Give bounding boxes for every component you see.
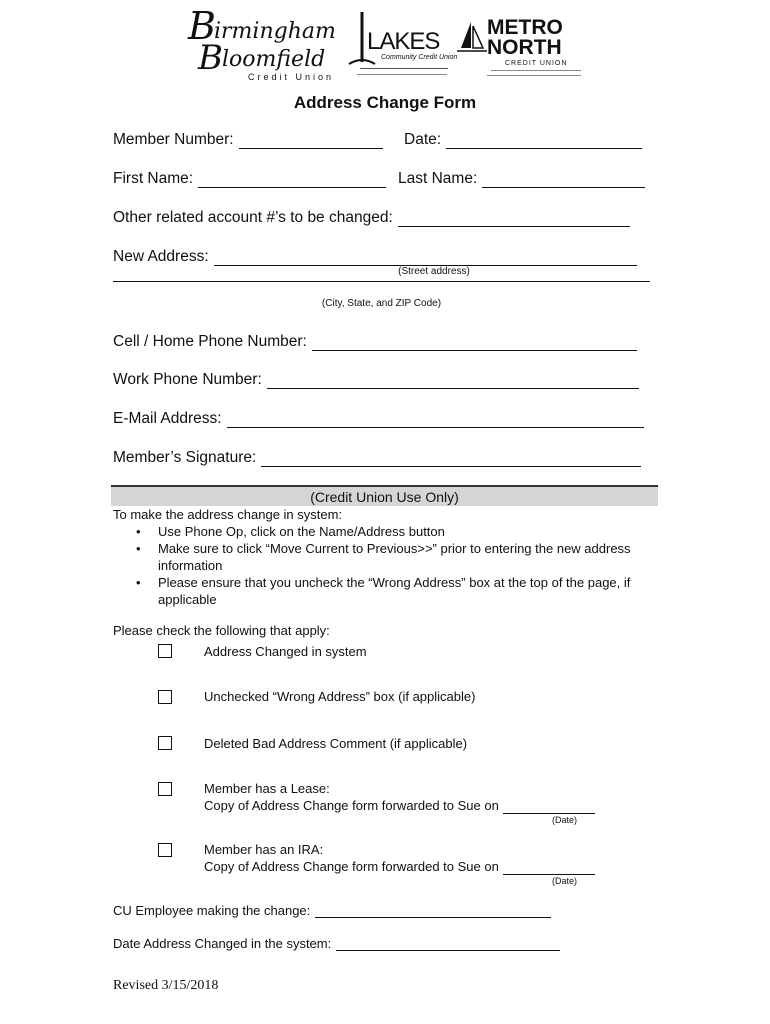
lease-forwarded-row xyxy=(204,798,595,814)
member-ira-checkbox[interactable] xyxy=(158,843,172,857)
list-item: • Make sure to click “Move Current to Previous>>” prior to entering the new address information xyxy=(136,540,666,574)
email-row xyxy=(113,410,644,428)
street-address-field[interactable] xyxy=(214,249,637,266)
cell-phone-field[interactable] xyxy=(312,334,637,351)
cu-instructions-list xyxy=(136,523,666,608)
member-number-label: Member Number: xyxy=(113,131,234,148)
street-caption: (Street address) xyxy=(398,266,470,277)
work-phone-field[interactable] xyxy=(267,372,639,389)
list-item: • Please ensure that you uncheck the “Wrong Address” box at the top of the page, if applicable xyxy=(136,574,666,608)
cell-phone-label: Cell / Home Phone Number: xyxy=(113,333,307,350)
date-field[interactable] xyxy=(446,132,642,149)
unchecked-wrong-address-checkbox[interactable] xyxy=(158,690,172,704)
new-address-label: New Address: xyxy=(113,248,209,265)
employee-field[interactable] xyxy=(315,904,551,918)
date-changed-label: Date Address Changed in the system: xyxy=(113,936,332,951)
other-accounts-row xyxy=(113,209,630,227)
ira-date-caption: (Date) xyxy=(552,876,578,886)
signature-row xyxy=(113,449,641,467)
signature-label: Member’s Signature: xyxy=(113,449,257,466)
deleted-bad-address-checkbox[interactable] xyxy=(158,736,172,750)
first-name-field[interactable] xyxy=(198,171,386,188)
check-intro: Please check the following that apply: xyxy=(113,623,330,638)
metro-north-logo: METRO NORTH CREDIT UNION xyxy=(455,8,583,84)
lease-forwarded-date-field[interactable] xyxy=(503,801,595,814)
lakes-logo: LAKES Community Credit Union xyxy=(345,8,450,84)
ira-forwarded-date-field[interactable] xyxy=(503,862,595,875)
birmingham-bloomfield-logo: B irmingham B loomfield Credit Union xyxy=(188,4,336,82)
cu-instructions-intro: To make the address change in system: xyxy=(113,507,343,522)
header-logos xyxy=(0,4,770,84)
lease-date-caption: (Date) xyxy=(552,815,578,825)
email-field[interactable] xyxy=(227,411,644,428)
form-title: Address Change Form xyxy=(293,93,477,112)
cell-phone-row xyxy=(113,333,637,351)
ira-forwarded-label: Copy of Address Change form forwarded to Sue on xyxy=(204,859,499,874)
work-phone-label: Work Phone Number: xyxy=(113,371,262,388)
deleted-bad-address-label: Deleted Bad Address Comment (if applicable) xyxy=(204,736,468,751)
address-changed-checkbox[interactable] xyxy=(158,644,172,658)
member-lease-checkbox[interactable] xyxy=(158,782,172,796)
new-address-row xyxy=(113,248,637,266)
member-lease-label: Member has a Lease: xyxy=(204,781,330,796)
first-name-row xyxy=(113,170,386,188)
date-label: Date: xyxy=(404,131,442,148)
ira-forwarded-row xyxy=(204,859,595,875)
work-phone-row xyxy=(113,371,639,389)
other-accounts-field[interactable] xyxy=(398,210,630,227)
date-changed-field[interactable] xyxy=(336,937,560,951)
city-state-zip-field[interactable] xyxy=(113,281,650,282)
date-row xyxy=(404,131,642,149)
last-name-label: Last Name: xyxy=(398,170,478,187)
lease-forwarded-label: Copy of Address Change form forwarded to Sue on xyxy=(204,798,499,813)
city-caption: (City, State, and ZIP Code) xyxy=(321,298,442,309)
last-name-row xyxy=(398,170,645,188)
other-accounts-label: Other related account #’s to be changed: xyxy=(113,209,393,226)
first-name-label: First Name: xyxy=(113,170,194,187)
employee-label: CU Employee making the change: xyxy=(113,903,311,918)
list-item: • Use Phone Op, click on the Name/Address button xyxy=(136,523,666,540)
revised-date: Revised 3/15/2018 xyxy=(113,978,219,993)
signature-field[interactable] xyxy=(261,450,641,467)
last-name-field[interactable] xyxy=(482,171,645,188)
member-number-field[interactable] xyxy=(239,132,383,149)
member-number-row xyxy=(113,131,383,149)
employee-row xyxy=(113,903,551,918)
address-changed-label: Address Changed in system xyxy=(204,644,367,659)
unchecked-wrong-address-label: Unchecked “Wrong Address” box (if applicable) xyxy=(204,689,476,704)
email-label: E-Mail Address: xyxy=(113,410,222,427)
date-changed-row xyxy=(113,936,560,951)
sailboat-icon xyxy=(457,20,487,54)
member-ira-label: Member has an IRA: xyxy=(204,842,324,857)
cu-use-only-header: (Credit Union Use Only) xyxy=(111,485,658,506)
